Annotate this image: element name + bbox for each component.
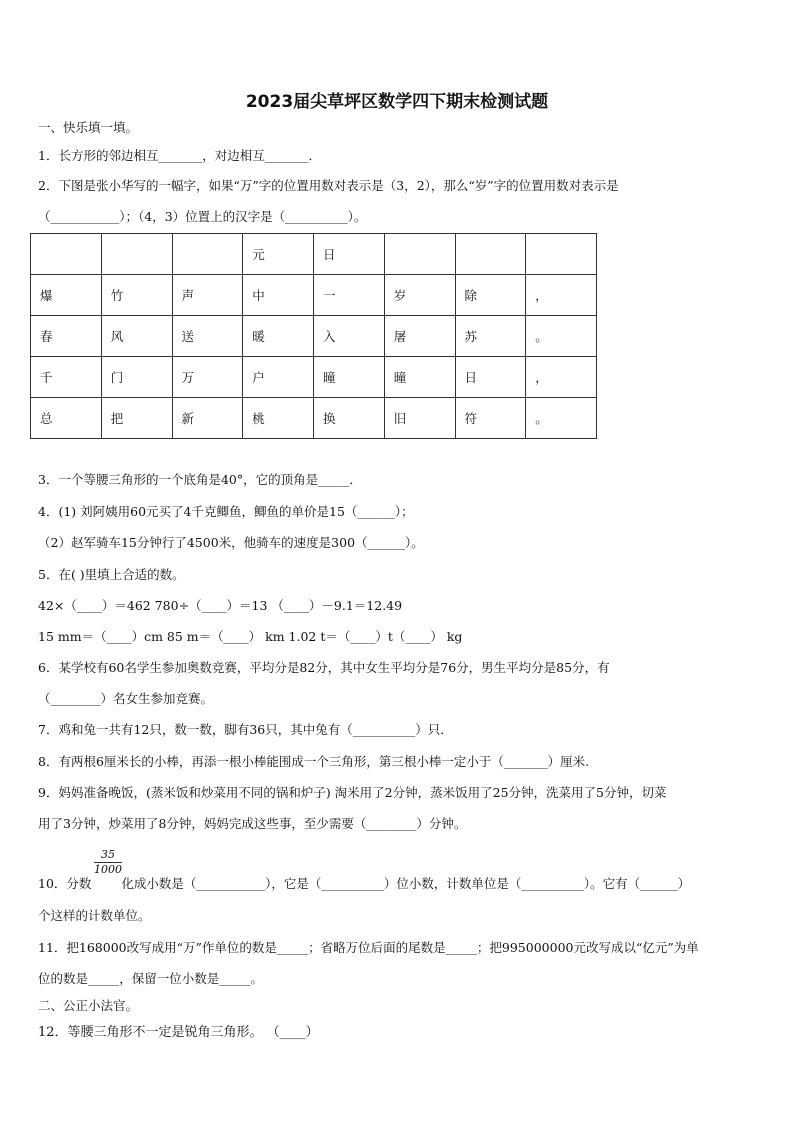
question-3: 3．一个等腰三角形的一个底角是40°，它的顶角是_____． bbox=[38, 472, 362, 487]
grid-cell bbox=[101, 234, 172, 275]
grid-cell bbox=[384, 234, 455, 275]
question-10-line-2: 个这样的计数单位。 bbox=[38, 908, 151, 923]
question-4-line-2: （2）赵军骑车15分钟行了4500米，他骑车的速度是300（______）。 bbox=[38, 535, 424, 550]
grid-cell: 日 bbox=[455, 357, 526, 398]
grid-row bbox=[31, 398, 597, 439]
grid-cell: 岁 bbox=[384, 275, 455, 316]
question-10-prefix: 10．分数 bbox=[38, 876, 92, 891]
question-5-row-1: 42×（____）＝462 780÷（____）＝13 （____）－9.1＝12.49 bbox=[38, 598, 403, 613]
question-7: 7．鸡和兔一共有12只，数一数，脚有36只，其中兔有（__________）只． bbox=[38, 722, 453, 737]
calligraphy-grid bbox=[30, 233, 597, 439]
grid-cell: 爆 bbox=[31, 275, 102, 316]
grid-cell: 一 bbox=[314, 275, 385, 316]
page-title: 2023届尖草坪区数学四下期末检测试题 bbox=[245, 92, 549, 112]
question-8: 8．有两根6厘米长的小棒，再添一根小棒能围成一个三角形，第三根小棒一定小于（_______）厘米. bbox=[38, 754, 590, 769]
grid-cell: 换 bbox=[314, 398, 385, 439]
question-10-line-1 bbox=[38, 876, 690, 892]
grid-cell: 入 bbox=[314, 316, 385, 357]
grid-cell: 元 bbox=[243, 234, 314, 275]
grid-cell: 苏 bbox=[455, 316, 526, 357]
grid-row bbox=[31, 275, 597, 316]
grid-cell bbox=[455, 234, 526, 275]
grid-cell: 声 bbox=[172, 275, 243, 316]
fraction-denominator: 1000 bbox=[94, 863, 122, 876]
grid-cell: 中 bbox=[243, 275, 314, 316]
grid-cell: 送 bbox=[172, 316, 243, 357]
question-10-rest: 化成小数是（___________），它是（__________）位小数，计数单位是（__________）。它有（______） bbox=[121, 876, 691, 891]
grid-cell: 屠 bbox=[384, 316, 455, 357]
grid-cell: 除 bbox=[455, 275, 526, 316]
fraction-35-over-1000 bbox=[94, 848, 122, 877]
grid-cell: 万 bbox=[172, 357, 243, 398]
grid-cell: 旧 bbox=[384, 398, 455, 439]
grid-cell: 新 bbox=[172, 398, 243, 439]
question-11-line-1: 11．把168000改写成用“万”作单位的数是_____；省略万位后面的尾数是_____；把995000000元改写成以“亿元”为单 bbox=[38, 940, 699, 955]
grid-cell: 符 bbox=[455, 398, 526, 439]
grid-cell: 总 bbox=[31, 398, 102, 439]
grid-cell: ， bbox=[526, 357, 597, 398]
grid-cell: 竹 bbox=[101, 275, 172, 316]
question-6-line-2: （________）名女生参加竞赛。 bbox=[38, 691, 214, 706]
section-heading-fill-in: 一、快乐填一填。 bbox=[38, 120, 139, 135]
grid-cell: 千 bbox=[31, 357, 102, 398]
grid-cell bbox=[31, 234, 102, 275]
grid-cell bbox=[172, 234, 243, 275]
grid-cell: 把 bbox=[101, 398, 172, 439]
grid-cell: 户 bbox=[243, 357, 314, 398]
question-5: 5．在( )里填上合适的数。 bbox=[38, 567, 185, 582]
grid-cell: 。 bbox=[526, 398, 597, 439]
grid-cell: 暖 bbox=[243, 316, 314, 357]
grid-cell: 日 bbox=[314, 234, 385, 275]
question-6-line-1: 6．某学校有60名学生参加奥数竞赛，平均分是82分，其中女生平均分是76分，男生平均分是85分，有 bbox=[38, 660, 610, 675]
grid-cell: 桃 bbox=[243, 398, 314, 439]
grid-cell: 曈 bbox=[384, 357, 455, 398]
grid-row bbox=[31, 316, 597, 357]
grid-cell: 曈 bbox=[314, 357, 385, 398]
question-5-row-2: 15 mm＝（____）cm 85 m＝（____） km 1.02 t＝（____）t（____） kg bbox=[38, 629, 463, 644]
question-9-line-1: 9．妈妈准备晚饭，(蒸米饭和炒菜用不同的锅和炉子) 淘米用了2分钟，蒸米饭用了25分钟，洗菜用了5分钟，切菜 bbox=[38, 785, 667, 800]
question-1: 1．长方形的邻边相互_______，对边相互_______． bbox=[38, 148, 321, 163]
question-2-line-2: （___________）；（4，3）位置上的汉字是（__________）。 bbox=[38, 209, 367, 224]
question-2-line-1: 2．下图是张小华写的一幅字，如果“万”字的位置用数对表示是（3，2），那么“岁”字的位置用数对表示是 bbox=[38, 178, 619, 193]
question-9-line-2: 用了3分钟，炒菜用了8分钟，妈妈完成这些事，至少需要（________）分钟。 bbox=[38, 816, 467, 831]
grid-cell: 。 bbox=[526, 316, 597, 357]
grid-row bbox=[31, 357, 597, 398]
grid-cell: 风 bbox=[101, 316, 172, 357]
grid-row bbox=[31, 234, 597, 275]
grid-cell: 春 bbox=[31, 316, 102, 357]
question-4-line-1: 4．(1) 刘阿姨用60元买了4千克鲫鱼，鲫鱼的单价是15（______）； bbox=[38, 504, 414, 519]
section-heading-judge: 二、公正小法官。 bbox=[38, 998, 139, 1013]
question-11-line-2: 位的数是_____，保留一位小数是_____。 bbox=[38, 971, 264, 986]
grid-cell: 门 bbox=[101, 357, 172, 398]
grid-cell: ， bbox=[526, 275, 597, 316]
question-12: 12．等腰三角形不一定是锐角三角形。 （____） bbox=[38, 1025, 319, 1040]
fraction-numerator: 35 bbox=[94, 848, 122, 863]
grid-cell bbox=[526, 234, 597, 275]
